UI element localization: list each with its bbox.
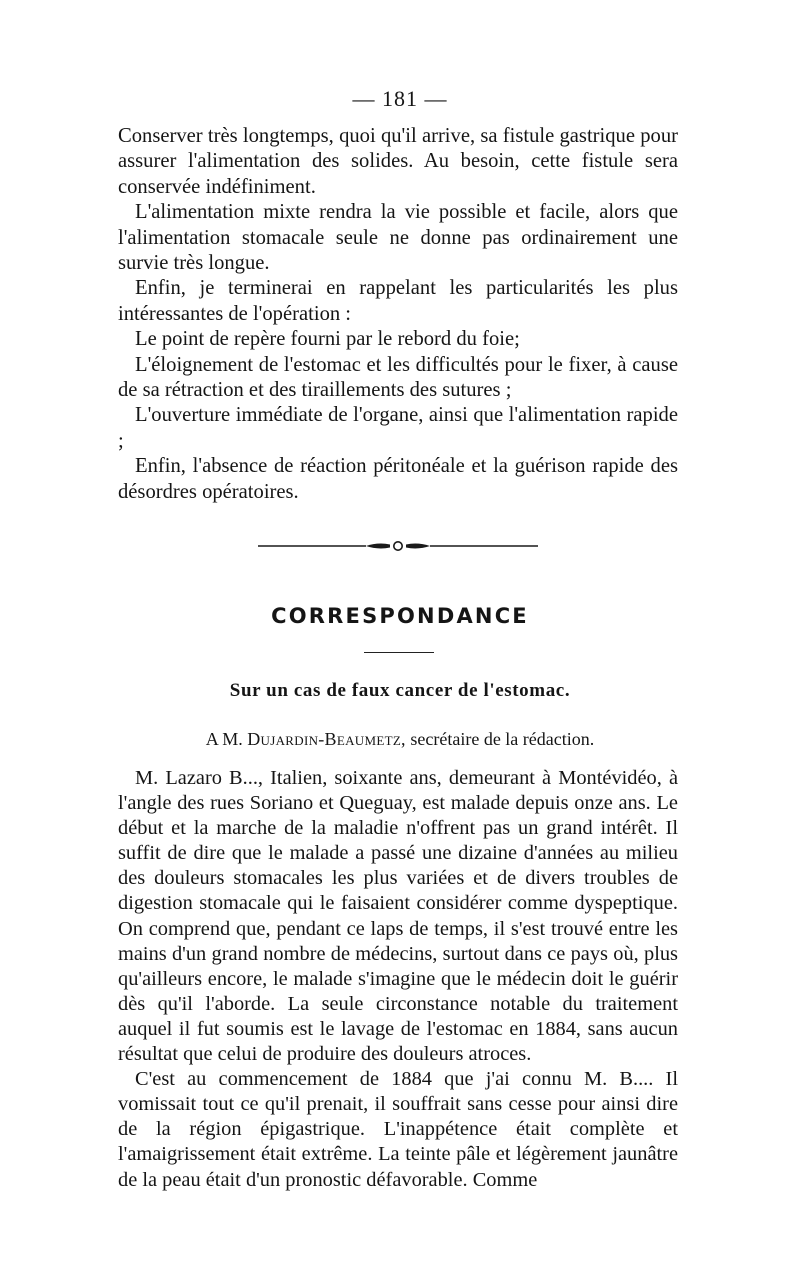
address-suffix: secrétaire de la rédaction. [410,729,595,749]
address-prefix: A M. [205,729,243,749]
paragraph: L'ouverture immédiate de l'organe, ainsi que l'alimentation rapide ; [118,404,678,452]
paragraph: L'éloignement de l'estomac et les difficultés pour le fixer, à cause de sa rétraction et des tiraillements des sutures ; [118,353,678,402]
paragraph: C'est au commencement de 1884 que j'ai connu M. B.... Il vomissait tout ce qu'il prenait, il souffrait sans cesse pour ainsi dire de la région épigastrique. L'inappétence était complète et l'amaigrissement était extrême. La teinte pâle et légèrement jaunâtre de la peau était d'un pronostic défavorable. Comme [118,1068,678,1191]
letter-text-block [118,766,678,1193]
paragraph: Le point de repère fourni par le rebord du foie; [135,328,520,351]
paragraph: Enfin, l'absence de réaction péritonéale et la guérison rapide des désordres opératoires. [118,455,678,503]
section-heading: CORRESPONDANCE [271,604,529,628]
address-line [0,729,800,750]
page-number: — 181 — [352,86,448,111]
ornamental-divider-icon [258,536,538,556]
divider [364,652,434,653]
paragraph: Conserver très longtemps, quoi qu'il arrive, sa fistule gastrique pour assurer l'alimentation des solides. Au besoin, cette fistule sera conservée indéfiniment. [118,125,678,198]
top-text-block [118,124,678,505]
paragraph: M. Lazaro B..., Italien, soixante ans, demeurant à Montévidéo, à l'angle des rues Soriano et Queguay, est malade depuis onze ans. Le début et la marche de la maladie n'offrent pas un grand intérêt. Il suffit de dire que le malade a passé une dizaine d'années au milieu des douleurs stomacales les plus variées et de divers troubles de digestion stomacale qui le faisaient considérer comme dyspeptique. On comprend que, pendant ce laps de temps, il s'est trouvé entre les mains d'un grand nombre de médecins, surtout dans ce pays où, plus qu'ailleurs encore, le malade s'imagine que le médecin doit le guérir dès qu'il l'aborde. La seule circonstance notable du traitement auquel il fut soumis est le lavage de l'estomac en 1884, sans aucun résultat que celui de produire des douleurs atroces. [118,767,678,1066]
paragraph: Enfin, je terminerai en rappelant les particularités les plus intéressantes de l'opération : [118,277,678,325]
paragraph: L'alimentation mixte rendra la vie possible et facile, alors que l'alimentation stomacale seule ne donne pas ordinairement une survie très longue. [118,201,678,275]
article-subheading: Sur un cas de faux cancer de l'estomac. [229,680,571,701]
recipient-name: Dujardin-Beaumetz, [247,729,406,749]
